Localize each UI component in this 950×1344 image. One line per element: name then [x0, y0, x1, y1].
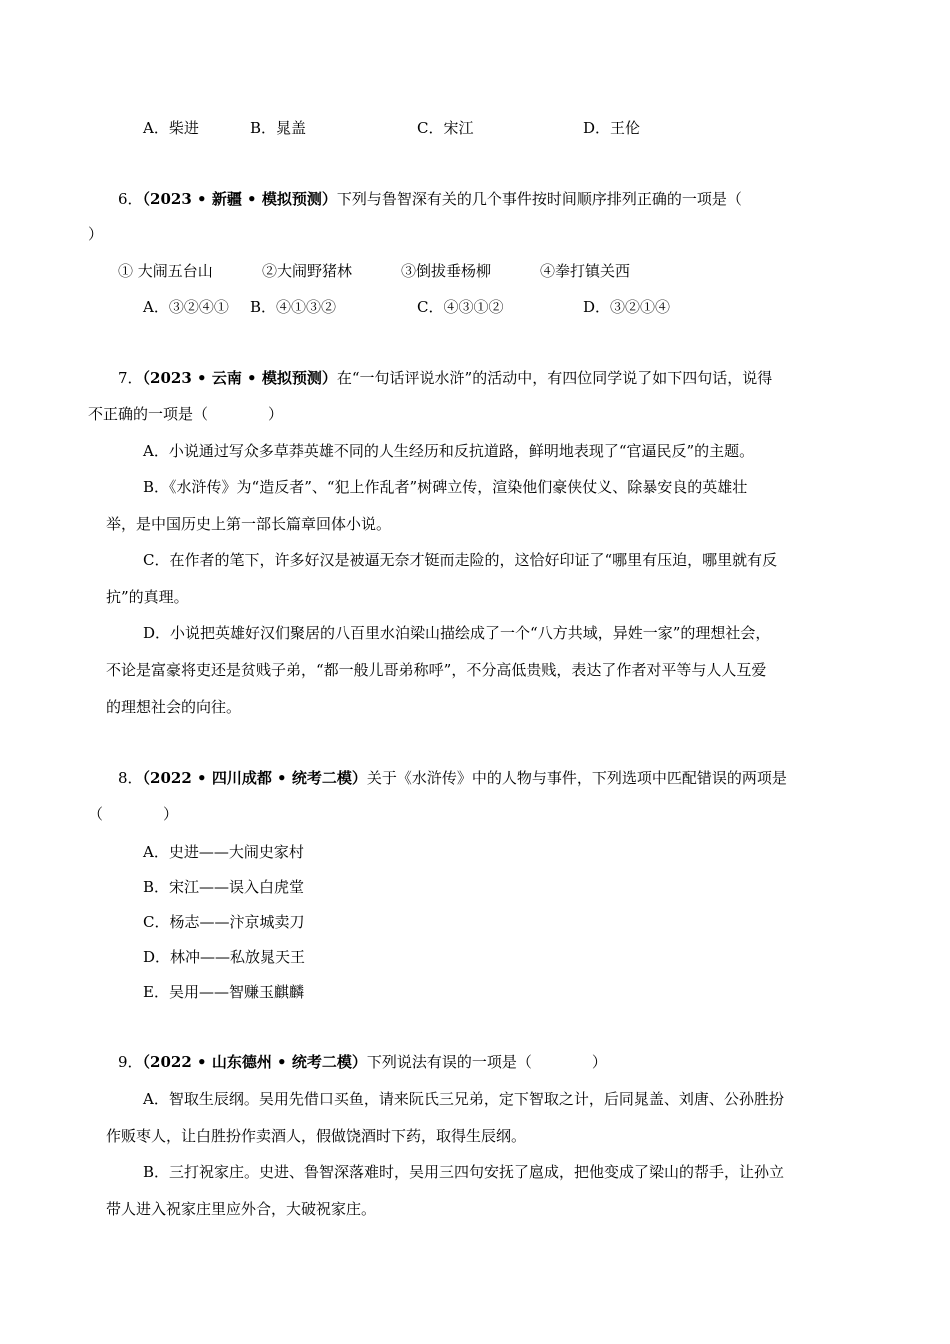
q7-option-b: B．《水浒传》为“造反者”、“犯上作乱者”树碑立传，渲染他们豪侠仗义、除暴安良的英雄壮 [143, 478, 748, 496]
q7-option-b-cont: 举，是中国历史上第一部长篇章回体小说。 [106, 515, 392, 533]
q6-option-c: C．④③①② [417, 298, 504, 316]
q7-option-d: D．小说把英雄好汉们聚居的八百里水泊梁山描绘成了一个“八方共域，异姓一家”的理想社会， [143, 624, 771, 642]
q9-option-b-cont: 带人进入祝家庄里应外合，大破祝家庄。 [106, 1200, 377, 1218]
q7-source: （2023 • 云南 • 模拟预测） [142, 369, 337, 387]
q6-number: 6． [118, 190, 143, 208]
q7-number: 7． [118, 369, 143, 387]
q7-stem [118, 368, 772, 388]
q9-number: 9． [118, 1053, 143, 1071]
q6-option-b: B．④①③② [250, 298, 337, 316]
q8-option-a: A．史进——大闹史家村 [143, 843, 304, 861]
q7-option-d-cont2: 的理想社会的向往。 [106, 698, 242, 716]
q8-stem-line2: （ ） [88, 805, 179, 823]
q7-option-a: A．小说通过写众多草莽英雄不同的人生经历和反抗道路，鲜明地表现了“官逼民反”的主题。 [143, 442, 755, 460]
q7-option-c-cont: 抗”的真理。 [106, 588, 189, 606]
q6-event-1: ① 大闹五台山 [118, 262, 213, 280]
q5-option-d: D．王伦 [583, 119, 641, 137]
q9-option-b: B．三打祝家庄。史进、鲁智深落难时，吴用三四句安抚了扈成，把他变成了梁山的帮手，让孙立 [143, 1163, 785, 1181]
q6-event-3: ③倒拔垂杨柳 [401, 262, 492, 280]
q6-option-d: D．③②①④ [583, 298, 671, 316]
q8-stem [118, 768, 787, 788]
q6-stem [118, 189, 742, 209]
q8-stem-text: 关于《水浒传》中的人物与事件，下列选项中匹配错误的两项是 [366, 769, 787, 787]
q8-option-b: B．宋江——误入白虎堂 [143, 878, 305, 896]
q6-option-a: A．③②④① [143, 298, 229, 316]
q7-option-c: C．在作者的笔下，许多好汉是被逼无奈才铤而走险的，这恰好印证了“哪里有压迫，哪里就有反 [143, 551, 778, 569]
q9-option-a-cont: 作贩枣人，让白胜扮作卖酒人，假做饶酒时下药，取得生辰纲。 [106, 1127, 527, 1145]
q7-stem-text: 在“一句话评说水浒”的活动中，有四位同学说了如下四句话，说得 [336, 369, 773, 387]
q8-source: （2022 • 四川成都 • 统考二模） [142, 769, 367, 787]
q9-stem [118, 1052, 607, 1072]
q6-stem-end: ） [88, 225, 104, 243]
q8-number: 8． [118, 769, 143, 787]
q7-option-d-cont1: 不论是富豪将吏还是贫贱子弟，“都一般儿哥弟称呼”，不分高低贵贱，表达了作者对平等与人人互爱 [106, 661, 767, 679]
q5-option-a: A．柴进 [143, 119, 199, 137]
q9-option-a: A．智取生辰纲。吴用先借口买鱼，请来阮氏三兄弟，定下智取之计，后同晁盖、刘唐、公孙胜扮 [143, 1090, 784, 1108]
q6-event-4: ④拳打镇关西 [540, 262, 631, 280]
q8-option-c: C．杨志——汴京城卖刀 [143, 913, 305, 931]
q6-event-2: ②大闹野猪林 [262, 262, 353, 280]
q6-stem-text: 下列与鲁智深有关的几个事件按时间顺序排列正确的一项是（ [336, 190, 742, 208]
q8-option-e: E．吴用——智赚玉麒麟 [143, 983, 304, 1001]
q5-option-c: C．宋江 [417, 119, 474, 137]
q6-source: （2023 • 新疆 • 模拟预测） [142, 190, 337, 208]
q8-option-d: D．林冲——私放晁天王 [143, 948, 306, 966]
q9-source: （2022 • 山东德州 • 统考二模） [142, 1053, 367, 1071]
q7-stem-line2: 不正确的一项是（ ） [88, 405, 284, 423]
q9-stem-text: 下列说法有误的一项是（ ） [366, 1053, 607, 1071]
q5-option-b: B．晁盖 [250, 119, 307, 137]
